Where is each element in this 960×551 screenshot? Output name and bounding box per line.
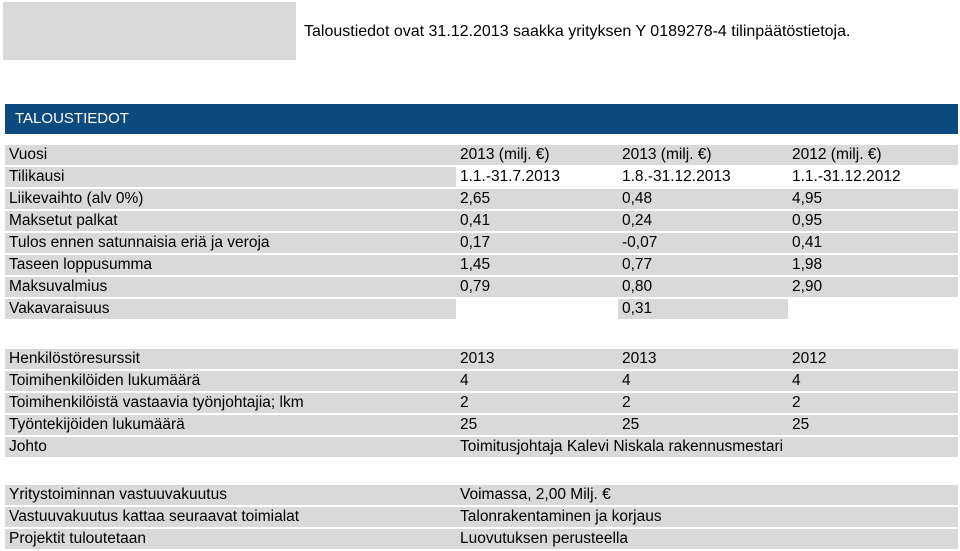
- personnel-header-cell: 2013: [456, 349, 618, 369]
- cell-value: [788, 299, 958, 319]
- cell-value: 25: [788, 415, 958, 435]
- cell-value: 4,95: [788, 189, 958, 209]
- cell-value: 4: [788, 371, 958, 391]
- finance-table: [5, 143, 958, 321]
- row-label: Maksetut palkat: [5, 211, 456, 231]
- table-row: [5, 255, 958, 275]
- cell-value: 0,95: [788, 211, 958, 231]
- cell-value: 0,80: [618, 277, 788, 297]
- cell-value: 2,90: [788, 277, 958, 297]
- cell-value: 0,79: [456, 277, 618, 297]
- cell-value: 4: [618, 371, 788, 391]
- cell-value: 1,45: [456, 255, 618, 275]
- cell-value: 4: [456, 371, 618, 391]
- cell-value: Talonrakentaminen ja korjaus: [456, 507, 958, 527]
- table-row: [5, 485, 958, 505]
- cell-value: 25: [456, 415, 618, 435]
- finance-header-cell: 2013 (milj. €): [618, 145, 788, 165]
- cell-value: 0,17: [456, 233, 618, 253]
- row-label: Toimihenkilöistä vastaavia työnjohtajia; lkm: [5, 393, 456, 413]
- table-row: [5, 189, 958, 209]
- row-label: Vakavaraisuus: [5, 299, 456, 319]
- management-value: Toimitusjohtaja Kalevi Niskala rakennusmestari: [456, 437, 958, 457]
- cell-value: 1,98: [788, 255, 958, 275]
- cell-value: 1.1.-31.7.2013: [456, 167, 618, 187]
- row-label: Projektit tuloutetaan: [5, 529, 456, 549]
- company-logo-placeholder: [3, 2, 296, 60]
- section-title: TALOUSTIEDOT: [5, 104, 958, 134]
- row-label: Työntekijöiden lukumäärä: [5, 415, 456, 435]
- cell-value: 2: [456, 393, 618, 413]
- cell-value: 2,65: [456, 189, 618, 209]
- row-label: Taseen loppusumma: [5, 255, 456, 275]
- row-label: Liikevaihto (alv 0%): [5, 189, 456, 209]
- table-row: [5, 507, 958, 527]
- cell-value: 2: [788, 393, 958, 413]
- cell-value: 0,41: [788, 233, 958, 253]
- cell-value: 1.1.-31.12.2012: [788, 167, 958, 187]
- cell-value: 0,77: [618, 255, 788, 275]
- table-row: [5, 299, 958, 319]
- row-label: Johto: [5, 437, 456, 457]
- row-label: Tilikausi: [5, 167, 456, 187]
- table-row: [5, 277, 958, 297]
- finance-header-row: [5, 145, 958, 165]
- intro-text: Taloustiedot ovat 31.12.2013 saakka yrityksen Y 0189278-4 tilinpäätöstietoja.: [304, 23, 851, 40]
- cell-value: [456, 299, 618, 319]
- table-row: [5, 167, 958, 187]
- liability-table: [5, 483, 958, 551]
- table-row: [5, 393, 958, 413]
- cell-value: 2: [618, 393, 788, 413]
- finance-header-cell: 2012 (milj. €): [788, 145, 958, 165]
- personnel-header-cell: 2012: [788, 349, 958, 369]
- finance-header-cell: 2013 (milj. €): [456, 145, 618, 165]
- cell-value: 1.8.-31.12.2013: [618, 167, 788, 187]
- table-row: [5, 233, 958, 253]
- personnel-header-cell: Henkilöstöresurssit: [5, 349, 456, 369]
- cell-value: Voimassa, 2,00 Milj. €: [456, 485, 958, 505]
- row-label: Yritystoiminnan vastuuvakuutus: [5, 485, 456, 505]
- cell-value: 0,48: [618, 189, 788, 209]
- cell-value: -0,07: [618, 233, 788, 253]
- finance-header-cell: Vuosi: [5, 145, 456, 165]
- personnel-header-cell: 2013: [618, 349, 788, 369]
- table-row: [5, 529, 958, 549]
- cell-value: 0,41: [456, 211, 618, 231]
- cell-value: 0,31: [618, 299, 788, 319]
- row-label: Toimihenkilöiden lukumäärä: [5, 371, 456, 391]
- row-label: Vastuuvakuutus kattaa seuraavat toimialat: [5, 507, 456, 527]
- table-row: [5, 211, 958, 231]
- row-label: Maksuvalmius: [5, 277, 456, 297]
- cell-value: Luovutuksen perusteella: [456, 529, 958, 549]
- table-row: [5, 415, 958, 435]
- cell-value: 0,24: [618, 211, 788, 231]
- personnel-table: [5, 347, 958, 459]
- row-label: Tulos ennen satunnaisia eriä ja veroja: [5, 233, 456, 253]
- cell-value: 25: [618, 415, 788, 435]
- table-row: [5, 437, 958, 457]
- personnel-header-row: [5, 349, 958, 369]
- table-row: [5, 371, 958, 391]
